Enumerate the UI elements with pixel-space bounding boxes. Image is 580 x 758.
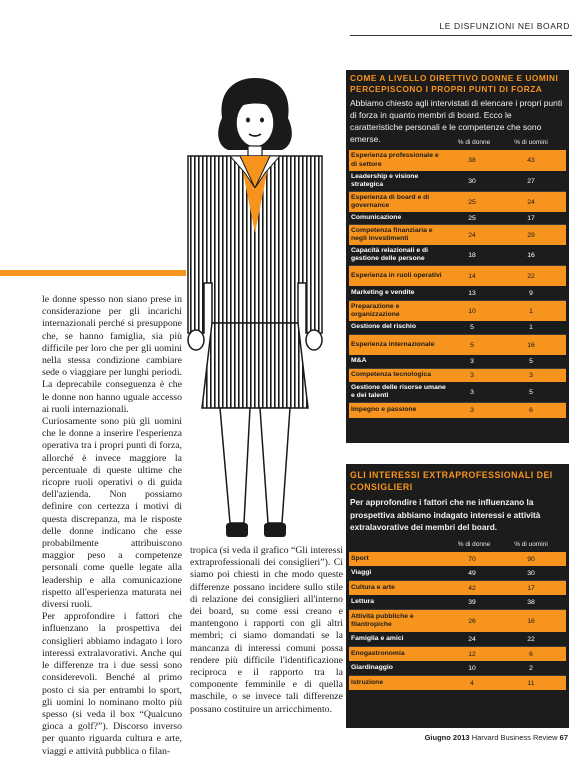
strengths-panel — [346, 70, 569, 443]
panel-title: COME A LIVELLO DIRETTIVO DONNE E UOMINI PERCEPISCONO I PROPRI PUNTI DI FORZA — [350, 73, 559, 94]
men-value: 24 — [527, 198, 535, 206]
row-label: Istruzione — [351, 678, 384, 686]
table-row — [349, 245, 566, 266]
row-label: Esperienza di board e di governance — [351, 193, 430, 209]
women-value: 4 — [470, 679, 474, 687]
men-value: 27 — [527, 177, 535, 185]
women-value: 3 — [470, 358, 474, 365]
women-value: 5 — [470, 341, 474, 349]
women-value: 13 — [468, 289, 476, 297]
men-value: 16 — [527, 251, 535, 259]
women-value: 12 — [468, 650, 476, 658]
header-rule — [350, 35, 572, 36]
men-value: 29 — [527, 231, 535, 239]
table-header — [349, 538, 566, 552]
interests-table — [349, 538, 566, 690]
page-number: 67 — [559, 733, 568, 742]
col-women-header: % di donne — [457, 139, 491, 146]
row-label: Marketing e vendite — [351, 288, 415, 296]
panel-description: Per approfondire i fattori che ne influenzano la prospettiva abbiamo indagato interessi e attività extralavorative dei membri del board. — [350, 497, 541, 532]
magazine-name: Harvard Business Review — [471, 733, 558, 742]
women-value: 49 — [468, 569, 476, 577]
row-label: Viaggi — [351, 568, 372, 576]
women-value: 24 — [468, 231, 476, 239]
men-value: 22 — [527, 635, 535, 643]
men-value: 22 — [527, 272, 535, 280]
women-value: 10 — [468, 664, 476, 672]
page-footer — [425, 733, 568, 742]
men-value: 6 — [529, 407, 533, 414]
men-value: 38 — [527, 598, 535, 606]
row-label: Attività pubbliche e filantropiche — [351, 612, 414, 628]
interests-panel — [346, 464, 569, 728]
table-row — [349, 192, 566, 212]
women-value: 30 — [468, 177, 476, 185]
paragraph: Curiosamente sono più gli uomini che le donne a inserire l'esperienza operativa tra i propri punti di forza, allorché è invece maggiore la percentuale di queste ultime che ricopre ruoli operativi o di guida dell'azienda. Non possiamo definire con certezza i motivi di questa discrepanza, ma le risposte delle donne indicano che esse probabilmente attribuiscono maggior peso a competenze personali come quelle legate alla leadership e alla comunicazione rispetto all'esperienza maturata nei diversi ruoli. — [42, 416, 182, 611]
panel-description: Abbiamo chiesto agli intervistati di elencare i propri punti di forza in quanto membri di board. Ecco le caratteristiche personali e le competenze che sono emerse. — [350, 98, 563, 144]
orange-accent-bar — [0, 270, 186, 276]
women-value: 25 — [468, 198, 476, 206]
table-row — [349, 335, 566, 355]
table-row — [349, 676, 566, 690]
women-value: 10 — [468, 307, 476, 315]
table-row — [349, 266, 566, 286]
men-value: 30 — [527, 569, 535, 577]
women-value: 3 — [470, 407, 474, 414]
row-label: Giardinaggio — [351, 663, 393, 671]
women-value: 39 — [468, 598, 476, 606]
row-label: Competenza finanziaria e negli investimenti — [351, 226, 433, 242]
women-value: 38 — [468, 157, 476, 164]
table-row — [349, 225, 566, 245]
men-value: 3 — [529, 372, 533, 379]
paragraph: Per approfondire i fattori che influenzano la prospettiva dei consiglieri abbiamo indagato i loro interessi extralavorativi. Anche qui le differenze tra i due sessi sono considerevoli. Benché al primo posto ci sia per entrambi lo sport, gli uomini lo nominano molto più spesso (si veda il box “Qualcuno gioca a golf?”). Discorso inverso per quanto riguarda cultura e arte, viaggi e attività pubblica o filan- — [42, 611, 182, 757]
women-value: 70 — [468, 555, 476, 563]
men-value: 1 — [529, 307, 533, 315]
row-label: Competenza tecnologica — [351, 371, 432, 379]
table-row — [349, 403, 566, 418]
women-value: 25 — [468, 214, 476, 222]
women-value: 14 — [468, 272, 476, 280]
row-label: Cultura e arte — [351, 583, 395, 591]
table-row — [349, 321, 566, 335]
row-label: Esperienza professionale e di settore — [351, 152, 439, 168]
women-value: 18 — [468, 251, 476, 259]
women-value: 42 — [468, 584, 476, 592]
col-women-header: % di donne — [457, 541, 491, 548]
men-value: 90 — [527, 555, 535, 563]
table-header — [349, 136, 566, 150]
section-title: LE DISFUNZIONI NEI BOARD — [439, 21, 570, 31]
row-label: Gestione delle risorse umane e dei talenti — [351, 383, 446, 399]
table-row — [349, 286, 566, 301]
men-value: 17 — [527, 584, 535, 592]
row-label: Capacità relazionali e di gestione delle persone — [351, 246, 429, 262]
body-column-middle — [190, 545, 343, 716]
women-value: 3 — [470, 388, 474, 396]
table-row — [349, 171, 566, 192]
row-label: Esperienza internazionale — [351, 340, 435, 348]
women-value: 24 — [468, 635, 476, 643]
table-row — [349, 581, 566, 595]
table-row — [349, 382, 566, 403]
men-value: 6 — [529, 650, 533, 658]
men-value: 16 — [527, 617, 535, 625]
row-label: Famiglia e amici — [351, 634, 404, 642]
row-label: Sport — [351, 554, 369, 562]
col-men-header: % di uomini — [514, 139, 548, 146]
row-label: Lettura — [351, 597, 375, 605]
men-value: 5 — [529, 388, 533, 396]
panel-title: GLI INTERESSI EXTRAPROFESSIONALI DEI CONSIGLIERI — [350, 470, 553, 492]
row-label: Comunicazione — [351, 213, 402, 221]
table-row — [349, 647, 566, 661]
table-row — [349, 661, 566, 676]
col-men-header: % di uomini — [514, 541, 548, 548]
table-row — [349, 595, 566, 610]
row-label: Esperienza in ruoli operativi — [351, 271, 442, 279]
men-value: 43 — [527, 157, 535, 164]
table-row — [349, 552, 566, 566]
men-value: 16 — [527, 341, 535, 349]
strengths-table — [349, 136, 566, 418]
row-label: Leadership e visione strategica — [351, 172, 419, 188]
row-label: Preparazione e organizzazione — [351, 302, 400, 318]
women-value: 26 — [468, 617, 476, 625]
paragraph: tropica (si veda il grafico “Gli interessi extraprofessionali dei consiglieri”). Ci siamo poi chiesti in che modo queste differenze possano incidere sullo stile di relazione dei consiglieri all'interno dei board, su come essi creano e mantengono i rapporti con gli altri membri; ci siamo domandati se la mancanza di interessi comuni possa rendere più difficile l'identificazione reciproca e il rapporto tra la componente femminile e di quella maschile, o se invece tali differenze possano costituire un arricchimento. — [190, 545, 343, 715]
paragraph: le donne spesso non siano prese in considerazione per gli incarichi internazionali perché si presuppone che, se hanno famiglia, sia più difficile per loro che per gli uomini nella stessa condizione cambiare sede o viaggiare per lunghi periodi. La deprecabile conseguenza è che le donne non hanno uguale accesso ai ruoli internazionali. — [42, 294, 182, 415]
row-label: Impegno e passione — [351, 406, 417, 414]
table-row — [349, 301, 566, 321]
row-label: Enogastronomia — [351, 649, 405, 657]
men-value: 9 — [529, 289, 533, 297]
women-value: 3 — [470, 372, 474, 379]
men-value: 1 — [529, 324, 533, 331]
table-row — [349, 369, 566, 382]
table-row — [349, 632, 566, 647]
men-value: 17 — [527, 214, 535, 222]
women-value: 5 — [470, 324, 474, 331]
men-value: 2 — [529, 664, 533, 672]
table-row — [349, 150, 566, 171]
woman-figure-illustration — [170, 78, 340, 543]
table-row — [349, 566, 566, 581]
row-label: M&A — [351, 357, 367, 365]
table-row — [349, 212, 566, 225]
body-column-left — [42, 294, 182, 758]
table-row — [349, 355, 566, 369]
issue-date: Giugno 2013 — [424, 733, 470, 742]
men-value: 5 — [529, 358, 533, 365]
row-label: Gestione del rischio — [351, 323, 416, 331]
table-row — [349, 610, 566, 632]
men-value: 11 — [527, 679, 535, 687]
